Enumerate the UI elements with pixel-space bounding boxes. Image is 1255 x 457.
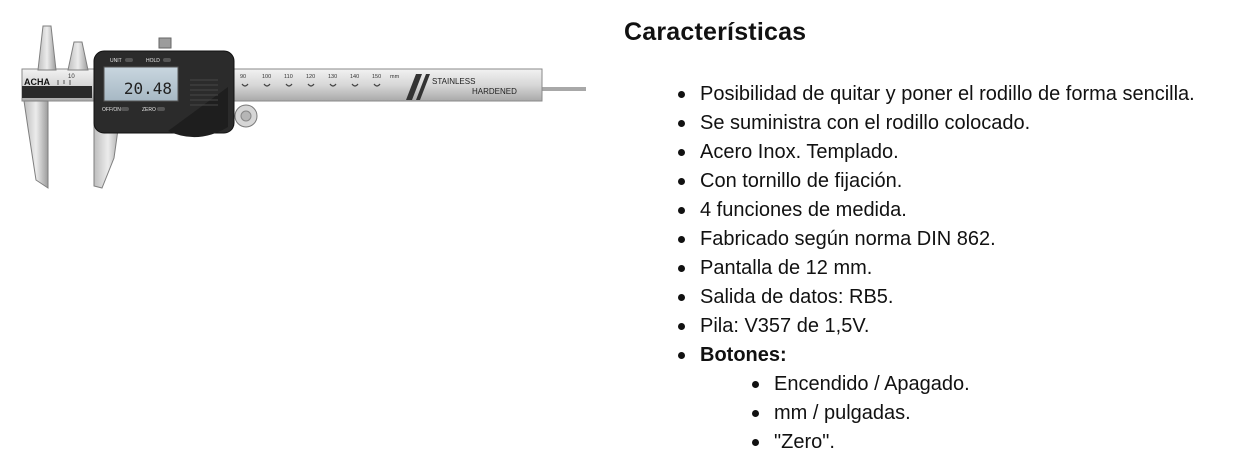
hold-knob xyxy=(159,38,171,48)
buttons-item xyxy=(700,341,1195,457)
feature-item: Posibilidad de quitar y poner el rodillo de forma sencilla. xyxy=(700,80,1195,109)
scale-number: 100 xyxy=(262,74,272,80)
offon-label: OFF/ON xyxy=(102,107,121,113)
features-list xyxy=(700,80,1195,457)
feature-item: Pantalla de 12 mm. xyxy=(700,254,1195,283)
unit-button xyxy=(125,58,133,62)
features-heading: Características xyxy=(624,18,807,46)
hardened-label: HARDENED xyxy=(472,87,517,96)
hold-label: HOLD xyxy=(146,58,160,64)
scale-number: 130 xyxy=(328,74,338,80)
button-function-item: mm / pulgadas. xyxy=(774,399,1195,428)
feature-item: Pila: V357 de 1,5V. xyxy=(700,312,1195,341)
lcd-reading: 20.48 xyxy=(123,79,172,98)
scale-number: 90 xyxy=(240,74,247,80)
feature-item: 4 funciones de medida. xyxy=(700,196,1195,225)
button-function-item: "Zero". xyxy=(774,428,1195,457)
hold-button xyxy=(163,58,171,62)
scale-number: 110 xyxy=(284,74,293,80)
unit-label: UNIT xyxy=(110,58,122,64)
fixed-upper-jaw xyxy=(38,26,56,70)
stainless-label: STAINLESS xyxy=(432,77,476,86)
feature-item: Salida de datos: RB5. xyxy=(700,283,1195,312)
beam-stripe xyxy=(22,86,92,98)
feature-item: Con tornillo de fijación. xyxy=(700,167,1195,196)
depth-rod xyxy=(538,87,586,91)
zero-label: ZERO xyxy=(142,107,156,113)
buttons-label: Botones: xyxy=(700,344,787,366)
feature-item: Se suministra con el rodillo colocado. xyxy=(700,109,1195,138)
digital-caliper-image xyxy=(18,18,590,194)
feature-item: Acero Inox. Templado. xyxy=(700,138,1195,167)
roller-hub xyxy=(241,111,251,121)
button-function-item: Encendido / Apagado. xyxy=(774,370,1195,399)
scale-number: 10 xyxy=(68,74,75,80)
feature-item: Fabricado según norma DIN 862. xyxy=(700,225,1195,254)
brand-logo: ACHA xyxy=(24,77,50,87)
sliding-upper-jaw xyxy=(68,42,88,70)
fixed-lower-jaw xyxy=(24,101,48,188)
scale-number: 140 xyxy=(350,74,360,80)
scale-unit: mm xyxy=(390,74,400,80)
onoff-button xyxy=(121,107,129,111)
zero-button xyxy=(157,107,165,111)
scale-number: 150 xyxy=(372,74,382,80)
scale-number: 120 xyxy=(306,74,316,80)
